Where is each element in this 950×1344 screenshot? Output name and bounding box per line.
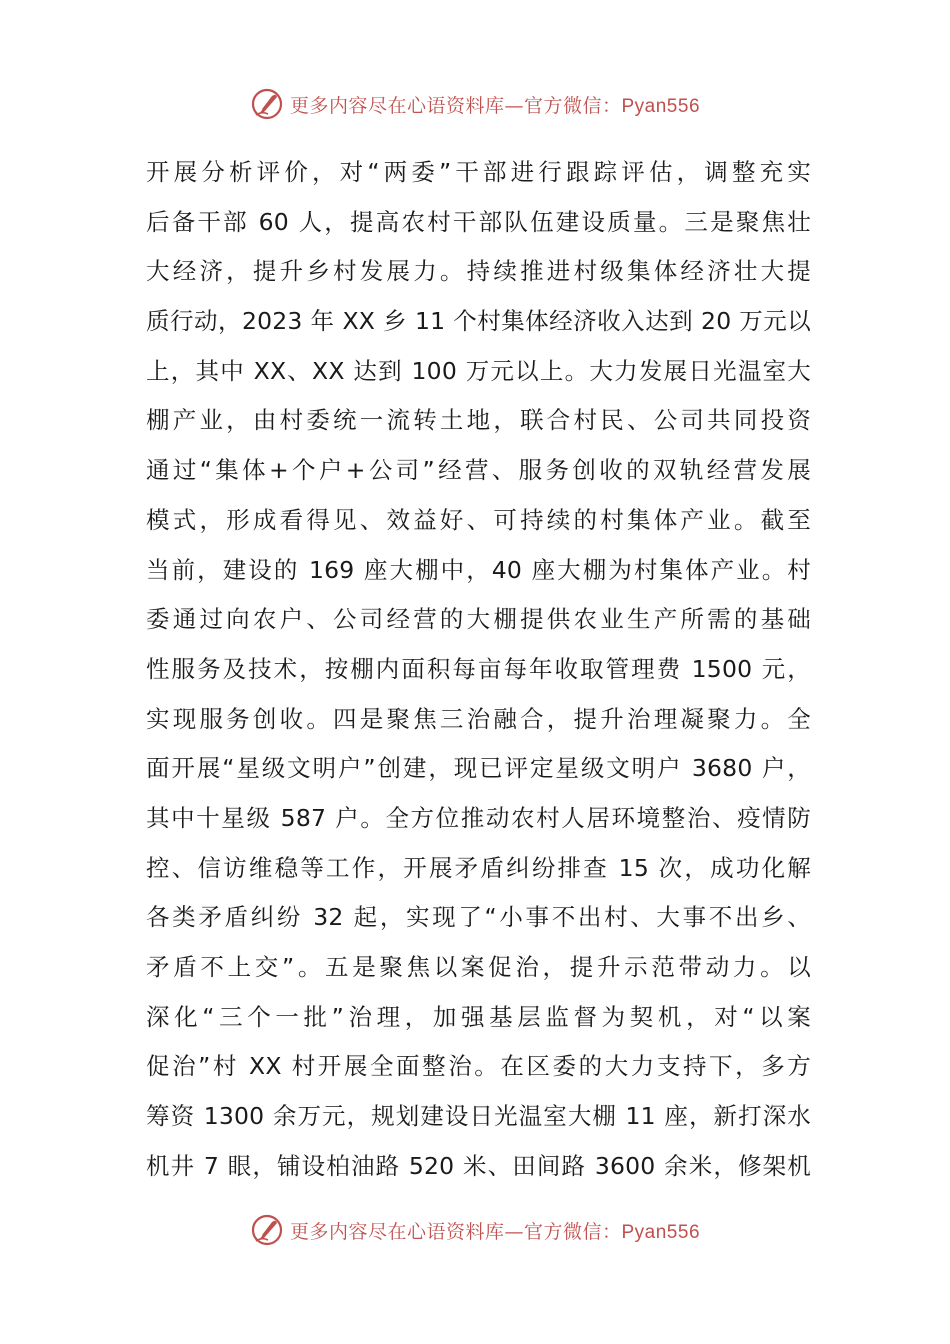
body-line: 开展分析评价，对“两委”干部进行跟踪评估，调整充实 [146, 158, 811, 186]
body-line: 各类矛盾纠纷 32 起，实现了“小事不出村、大事不出乡、 [146, 903, 811, 932]
header-watermark [0, 84, 950, 124]
document-body [146, 148, 811, 1191]
body-line: 性服务及技术，按棚内面积每亩每年收取管理费 1500 元， [146, 654, 811, 683]
watermark-wechat-id: Pyan556 [621, 1221, 701, 1243]
body-line: 通过“集体+个户+公司”经营、服务创收的双轨经营发展 [146, 456, 811, 485]
body-line: 质行动，2023 年 XX 乡 11 个村集体经济收入达到 20 万元以 [146, 307, 811, 336]
body-line: 促治”村 XX 村开展全面整治。在区委的大力支持下，多方 [146, 1052, 811, 1081]
body-line: 当前，建设的 169 座大棚中，40 座大棚为村集体产业。村 [146, 555, 811, 584]
quill-pen-logo-icon [250, 1213, 284, 1247]
body-line: 后备干部 60 人，提高农村干部队伍建设质量。三是聚焦壮 [146, 207, 811, 236]
body-line: 机井 7 眼，铺设柏油路 520 米、田间路 3600 余米，修架机 [146, 1151, 811, 1180]
body-line: 矛盾不上交”。五是聚焦以案促治，提升示范带动力。以 [146, 953, 811, 981]
watermark-text: 更多内容尽在心语资料库—官方微信：Pyan556 [289, 94, 701, 117]
body-line: 模式，形成看得见、效益好、可持续的村集体产业。截至 [146, 505, 811, 534]
body-line: 大经济，提升乡村发展力。持续推进村级集体经济壮大提 [146, 257, 811, 286]
body-line: 委通过向农户、公司经营的大棚提供农业生产所需的基础 [146, 605, 811, 634]
body-line: 深化“三个一批”治理，加强基层监督为契机，对“以案 [146, 1002, 811, 1031]
watermark-text: 更多内容尽在心语资料库—官方微信：Pyan556 [289, 1220, 701, 1243]
body-line: 控、信访维稳等工作，开展矛盾纠纷排查 15 次，成功化解 [146, 853, 811, 882]
body-line: 筹资 1300 余万元，规划建设日光温室大棚 11 座，新打深水 [146, 1102, 811, 1131]
body-line: 实现服务创收。四是聚焦三治融合，提升治理凝聚力。全 [146, 704, 811, 733]
body-line: 其中十星级 587 户。全方位推动农村人居环境整治、疫情防 [146, 803, 811, 832]
watermark-wechat-id: Pyan556 [621, 95, 701, 117]
footer-watermark [0, 1210, 950, 1250]
quill-pen-logo-icon [250, 87, 284, 121]
body-line: 上，其中 XX、XX 达到 100 万元以上。大力发展日光温室大 [146, 356, 811, 385]
body-line: 面开展“星级文明户”创建，现已评定星级文明户 3680 户， [146, 754, 811, 783]
body-line: 棚产业，由村委统一流转土地，联合村民、公司共同投资 [146, 406, 811, 435]
